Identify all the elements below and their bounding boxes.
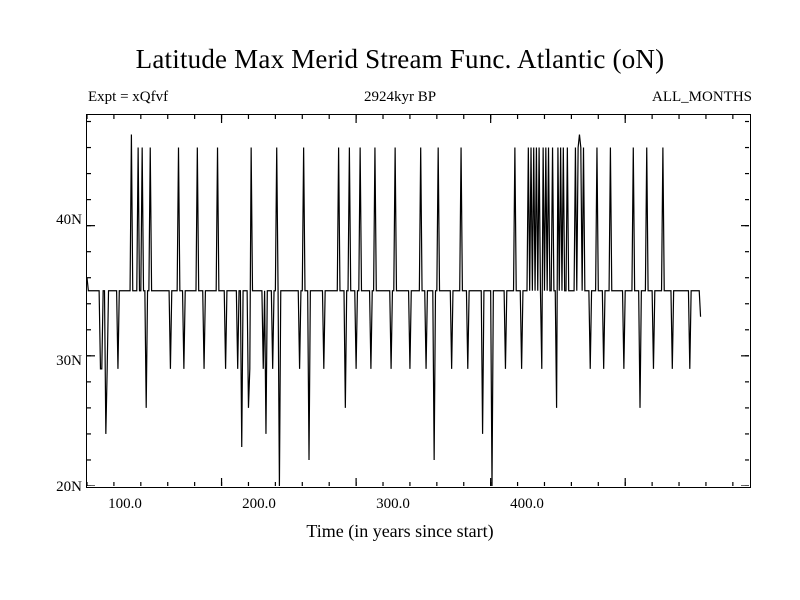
age-label: 2924kyr BP: [363, 89, 437, 105]
experiment-label: Expt = xQfvf: [88, 89, 169, 105]
ytick-label-30N: 30N: [56, 353, 82, 369]
page-title: Latitude Max Merid Stream Func. Atlantic (oN): [135, 44, 665, 74]
xtick-label-100: 100.0: [108, 496, 142, 512]
xtick-label-300: 300.0: [376, 496, 410, 512]
xtick-label-400: 400.0: [510, 496, 544, 512]
ytick-label-40N: 40N: [56, 212, 82, 228]
plot-area: [86, 114, 751, 488]
data-line-plot: [87, 115, 749, 486]
x-axis-label: Time (in years since start): [306, 521, 494, 541]
ytick-label-20N: 20N: [56, 479, 82, 495]
months-label: ALL_MONTHS: [652, 89, 752, 105]
xtick-label-200: 200.0: [242, 496, 276, 512]
